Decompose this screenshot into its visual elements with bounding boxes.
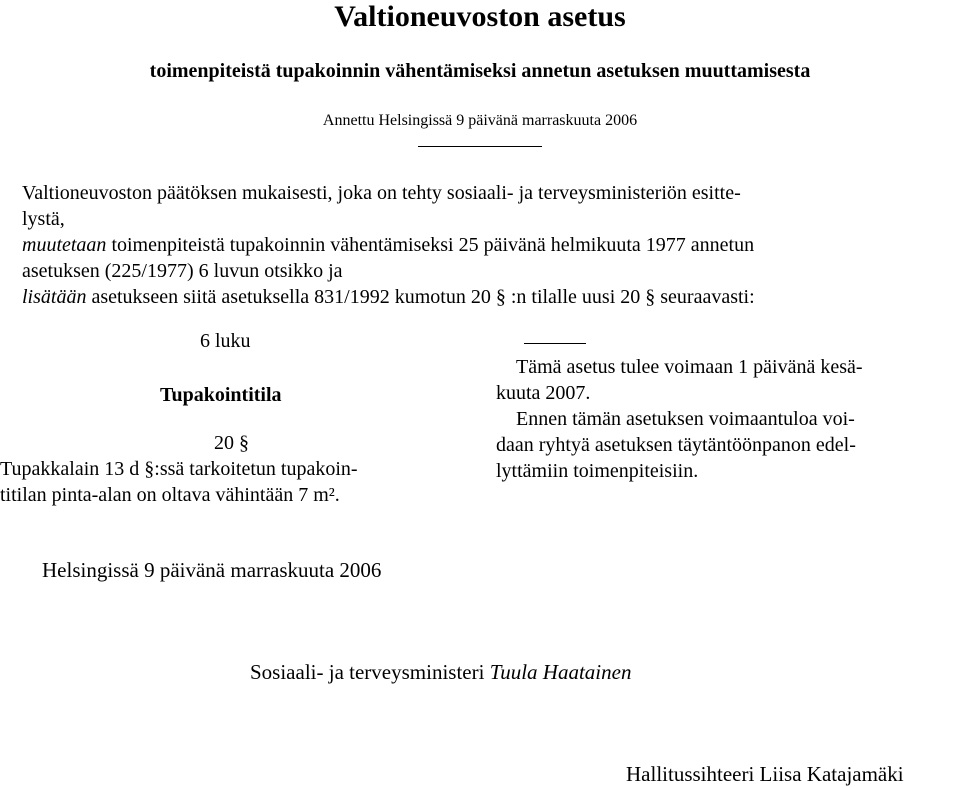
add-keyword: lisätään — [22, 286, 87, 308]
minister-name: Tuula Haatainen — [489, 660, 632, 684]
section-number: 20 § — [214, 432, 249, 454]
intro-line-1b: lystä, — [22, 208, 65, 230]
place-date: Helsingissä 9 päivänä marraskuuta 2006 — [42, 558, 382, 582]
document-subtitle: toimenpiteistä tupakoinnin vähentämiseksi annetun asetuksen muuttamisesta — [149, 60, 811, 82]
intro-line-2b: asetuksen (225/1977) 6 luvun otsikko ja — [22, 260, 343, 282]
section-text-line-2: titilan pinta-alan on oltava vähintään 7 m². — [0, 484, 340, 506]
minister-title: Sosiaali- ja terveysministeri — [250, 660, 490, 684]
issued-line: Annettu Helsingissä 9 päivänä marraskuuta 2006 — [322, 112, 638, 129]
separator-rule — [418, 146, 542, 147]
chapter-number: 6 luku — [200, 330, 251, 352]
intro-line-1: Valtioneuvoston päätöksen mukaisesti, joka on tehty sosiaali- ja terveysministeriön esitte- — [22, 182, 741, 204]
chapter-heading: Tupakointitila — [160, 384, 282, 406]
intro-line-2 — [22, 232, 754, 258]
secretary-signature: Hallitussihteeri Liisa Katajamäki — [626, 762, 904, 786]
entry-line-1: Tämä asetus tulee voimaan 1 päivänä kesä- — [516, 356, 863, 378]
minister-signature — [250, 660, 631, 685]
document-title: Valtioneuvoston asetus — [334, 0, 626, 33]
entry-line-4: daan ryhtyä asetuksen täytäntöönpanon edel- — [496, 434, 856, 456]
intro-line-3-text: asetukseen siitä asetuksella 831/1992 kumotun 20 § :n tilalle uusi 20 § seuraavasti: — [86, 286, 755, 308]
section-text-line-1: Tupakkalain 13 d §:ssä tarkoitetun tupakoin- — [0, 458, 358, 480]
entry-line-2: kuuta 2007. — [496, 382, 591, 404]
entry-line-5: lyttämiin toimenpiteisiin. — [496, 460, 699, 482]
intro-line-3 — [22, 284, 755, 310]
separator-rule-right — [524, 343, 586, 344]
amend-keyword: muutetaan — [22, 234, 107, 256]
entry-line-3: Ennen tämän asetuksen voimaantuloa voi- — [516, 408, 855, 430]
intro-line-2-text: toimenpiteistä tupakoinnin vähentämiseksi 25 päivänä helmikuuta 1977 annetun — [106, 234, 755, 256]
